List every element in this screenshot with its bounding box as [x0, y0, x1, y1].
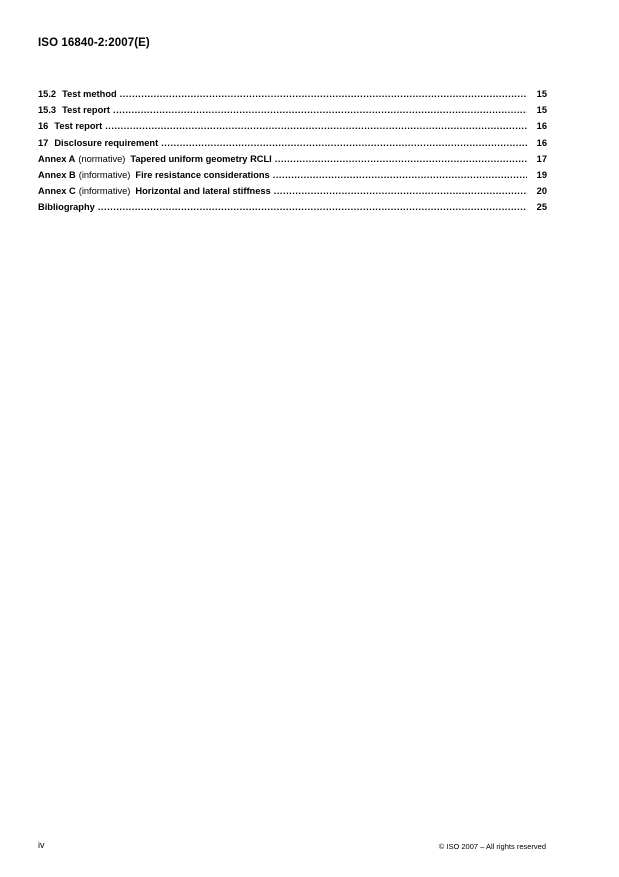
toc-entry-page: 16 [536, 121, 547, 132]
toc-entry-title: Test method [62, 89, 117, 99]
toc-entry-annex-b[interactable] [38, 167, 547, 183]
table-of-contents [38, 86, 547, 216]
toc-leader-dots [161, 135, 527, 151]
toc-entry-bibliography[interactable] [38, 199, 547, 215]
toc-entry-page: 15 [536, 89, 547, 99]
footer-copyright: © ISO 2007 – All rights reserved [438, 842, 546, 851]
toc-leader-dots [105, 118, 527, 134]
toc-leader-dots [275, 151, 527, 167]
toc-entry-label [38, 102, 110, 118]
toc-entry-page: 15 [536, 105, 547, 116]
toc-entry-16[interactable] [38, 118, 547, 134]
toc-entry-17[interactable] [38, 135, 547, 151]
toc-entry-label [38, 118, 102, 134]
toc-entry-number: 15.3 [38, 105, 57, 116]
toc-entry-page: 20 [536, 186, 547, 197]
toc-entry-title: Bibliography [38, 202, 95, 213]
toc-entry-title: Fire resistance considerations [135, 169, 270, 180]
toc-entry-label [38, 167, 270, 183]
toc-entry-number: Annex A [38, 153, 76, 164]
toc-entry-label [38, 151, 272, 167]
toc-entry-annex-c[interactable] [38, 183, 547, 199]
toc-entry-label [38, 135, 158, 151]
toc-entry-number: Annex C [38, 186, 76, 197]
toc-entry-15-3[interactable] [38, 102, 547, 118]
toc-entry-page: 19 [536, 169, 547, 180]
toc-entry-title: Horizontal and lateral stiffness [135, 186, 271, 197]
toc-entry-number: 16 [38, 121, 49, 132]
toc-entry-title: Tapered uniform geometry RCLI [130, 153, 272, 164]
toc-entry-label [38, 183, 271, 199]
document-header-title: ISO 16840-2:2007(E) [38, 37, 150, 49]
toc-entry-annex-a[interactable] [38, 151, 547, 167]
toc-leader-dots [113, 102, 527, 118]
toc-entry-title: Test report [62, 105, 110, 116]
toc-entry-number: 17 [38, 137, 49, 148]
toc-entry-page: 16 [536, 137, 547, 148]
toc-entry-annex-type: (normative) [78, 153, 126, 164]
toc-entry-15-2[interactable] [38, 86, 547, 102]
footer-page-number: iv [38, 840, 45, 850]
toc-entry-annex-type: (informative) [78, 186, 131, 197]
toc-entry-number: Annex B [38, 169, 76, 180]
toc-entry-label [38, 199, 95, 215]
toc-entry-page: 25 [536, 202, 547, 213]
toc-entry-number: 15.2 [38, 89, 57, 99]
toc-entry-label [38, 86, 117, 102]
toc-leader-dots [274, 183, 527, 199]
toc-leader-dots [98, 199, 527, 215]
toc-entry-page: 17 [536, 153, 547, 164]
toc-entry-title: Disclosure requirement [54, 137, 159, 148]
toc-entry-title: Test report [54, 121, 103, 132]
toc-entry-annex-type: (informative) [78, 169, 131, 180]
toc-leader-dots [273, 167, 527, 183]
toc-leader-dots [120, 86, 527, 102]
